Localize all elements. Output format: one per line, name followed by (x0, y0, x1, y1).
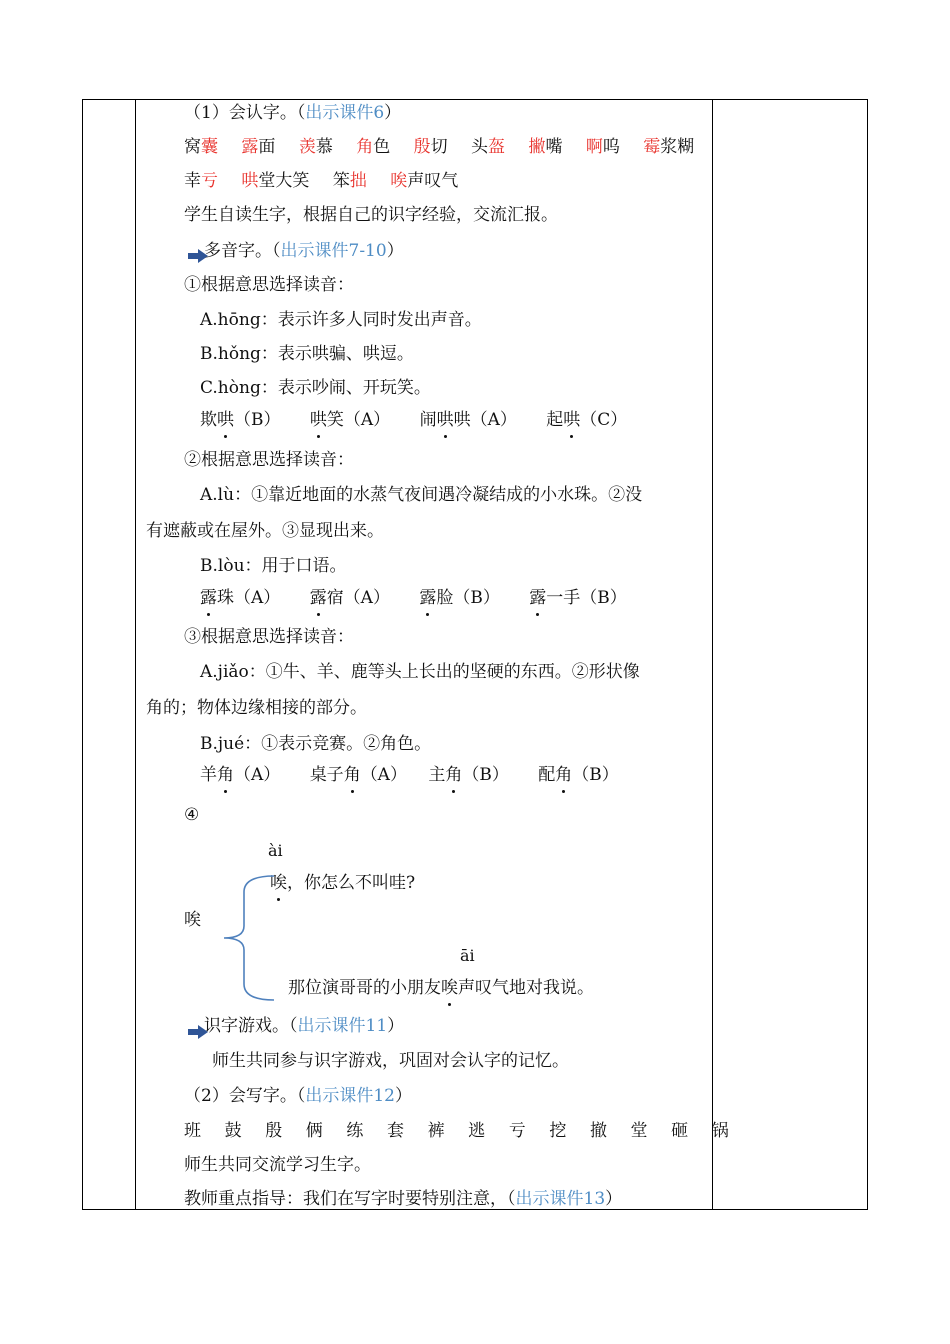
q2-option-b: B.lòu：用于口语。 (200, 556, 347, 576)
word: 殷切 (413, 137, 448, 157)
courseware-link[interactable]: 出示课件7-10 (280, 241, 387, 261)
word: 头盔 (471, 137, 506, 157)
q1-option-a: A.hōng：表示许多人同时发出声音。 (200, 310, 482, 330)
word: 窝囊 (184, 137, 218, 157)
game-heading: 识字游戏。（出示课件11） (204, 1016, 405, 1036)
vocab-row-1 (184, 136, 694, 158)
word: 唉声叹气 (390, 171, 459, 191)
q1-option-b: B.hǒng：表示哄骗、哄逗。 (200, 344, 414, 364)
exchange-text: 师生共同交流学习生字。 (184, 1155, 371, 1175)
word: 撇嘴 (528, 137, 563, 157)
word: 笨拙 (332, 171, 367, 191)
write-char: 挖 (549, 1121, 567, 1141)
word: 哄堂大笑 (241, 171, 310, 191)
write-char: 俩 (305, 1121, 323, 1141)
write-char: 逃 (468, 1121, 486, 1141)
pinyin-label-2: āi (460, 946, 475, 965)
word: 露珠（A） (200, 588, 281, 608)
write-char: 殷 (265, 1121, 283, 1141)
word: 幸亏 (184, 171, 218, 191)
word: 角色 (356, 137, 391, 157)
word: 露脸（B） (419, 588, 500, 608)
word: 露一手（B） (529, 588, 627, 608)
brace-icon (220, 874, 276, 1002)
word: 主角（B） (428, 765, 509, 785)
word: 露宿（A） (309, 588, 390, 608)
q2-option-a-line1: A.lù：①靠近地面的水蒸气夜间遇冷凝结成的小水珠。②没 (200, 485, 643, 505)
word: 露面 (241, 137, 276, 157)
word: 起哄（C） (546, 410, 628, 430)
q3-option-b: B.jué：①表示竞赛。②角色。 (200, 734, 432, 754)
q3-heading: ③根据意思选择读音： (184, 627, 354, 647)
write-char: 练 (346, 1121, 364, 1141)
write-char: 撤 (589, 1121, 607, 1141)
write-char: 班 (184, 1121, 201, 1141)
word: 哄笑（A） (309, 410, 391, 430)
self-read-text: 学生自读生字，根据自己的识字经验，交流汇报。 (184, 205, 558, 225)
q3-words (200, 764, 619, 786)
game-text: 师生共同参与识字游戏，巩固对会认字的记忆。 (212, 1051, 569, 1071)
pinyin-label-1: ài (268, 841, 283, 860)
courseware-link[interactable]: 出示课件11 (297, 1016, 388, 1036)
write-char: 亏 (508, 1121, 526, 1141)
content-cell (136, 100, 729, 1209)
q4-sentence-1: 唉，你怎么不叫哇? (270, 873, 416, 893)
write-char: 锅 (711, 1121, 729, 1141)
courseware-link[interactable]: 出示课件13 (515, 1189, 606, 1209)
polyphone-heading: 多音字。（出示课件7-10） (204, 241, 404, 261)
write-char: 裤 (427, 1121, 445, 1141)
section-write-heading: （2）会写字。（出示课件12） (184, 1086, 412, 1106)
q4-number: ④ (184, 805, 200, 825)
q4-char: 唉 (184, 910, 201, 930)
vocab-row-2 (184, 170, 458, 192)
courseware-link[interactable]: 出示课件12 (305, 1086, 395, 1106)
q3-option-a-line1: A.jiǎo：①牛、羊、鹿等头上长出的坚硬的东西。②形状像 (200, 662, 640, 682)
q2-heading: ②根据意思选择读音： (184, 450, 354, 470)
word: 啊呜 (585, 137, 620, 157)
write-char: 砸 (671, 1121, 689, 1141)
q1-heading: ①根据意思选择读音： (184, 275, 354, 295)
write-char: 鼓 (224, 1121, 242, 1141)
word: 配角（B） (538, 765, 619, 785)
word: 闹哄哄（A） (419, 410, 517, 430)
section-title: （1）会认字。（ (184, 103, 306, 123)
write-chars-row (184, 1120, 729, 1142)
q1-words (200, 409, 627, 431)
courseware-link[interactable]: 出示课件6 (305, 103, 385, 123)
q1-option-c: C.hòng：表示吵闹、开玩笑。 (200, 378, 431, 398)
q2-option-a-line2: 有遮蔽或在屋外。③显现出来。 (146, 521, 384, 541)
word: 羡慕 (298, 137, 333, 157)
section-recognize-heading: （1）会认字。（出示课件6） (184, 103, 402, 123)
q3-option-a-line2: 角的；物体边缘相接的部分。 (146, 698, 367, 718)
q2-words (200, 587, 627, 609)
word: 霉浆糊 (643, 137, 695, 157)
write-char: 套 (386, 1121, 404, 1141)
write-char: 堂 (630, 1121, 648, 1141)
word: 桌子角（A） (309, 765, 407, 785)
guide-text: 教师重点指导：我们在写字时要特别注意，（出示课件13） (184, 1189, 623, 1209)
word: 羊角（A） (200, 765, 281, 785)
table-divider-right (712, 99, 713, 1210)
q4-sentence-2: 那位演哥哥的小朋友唉声叹气地对我说。 (288, 978, 594, 998)
word: 欺哄（B） (200, 410, 281, 430)
